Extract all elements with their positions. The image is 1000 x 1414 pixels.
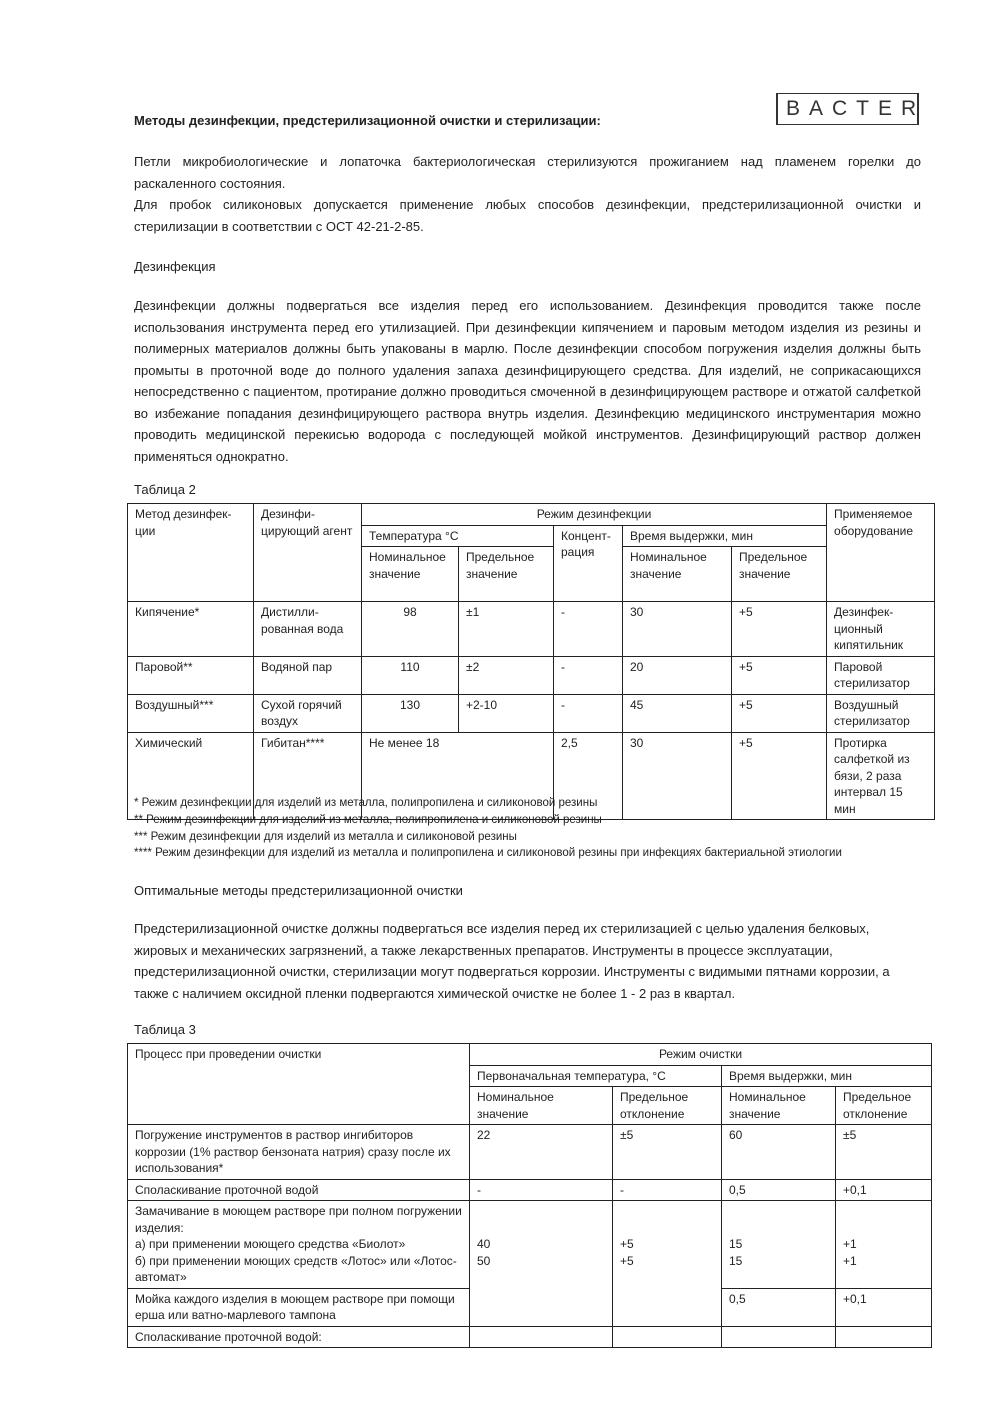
cell: 22 (470, 1125, 613, 1180)
cell: Паровой стерилизатор (827, 656, 935, 694)
cell: Воздушный*** (128, 694, 254, 732)
header-process: Процесс при проведении очистки (128, 1044, 470, 1125)
cell (470, 1201, 613, 1327)
table-row (128, 656, 935, 694)
table-row (128, 602, 935, 657)
table3-caption: Таблица 3 (134, 1022, 196, 1037)
table-row (128, 1125, 932, 1180)
header-method: Метод дезинфек-ции (128, 504, 254, 602)
cell: ±5 (613, 1125, 722, 1180)
table-2 (127, 503, 935, 820)
intro-paragraph-1: Петли микробиологические и лопаточка бактериологическая стерилизуются прожиганием над пламенем горелки до раскаленного состояния. (134, 154, 921, 191)
footnote: *** Режим дезинфекции для изделий из металла и силиконовой резины (134, 830, 517, 843)
cell (836, 1201, 932, 1289)
footnote: * Режим дезинфекции для изделий из металла, полипропилена и силиконовой резины (134, 797, 598, 809)
header-equipment: Применяемое оборудование (827, 504, 935, 602)
header-deviation: Предельное отклонение (836, 1087, 932, 1125)
cell (470, 1326, 613, 1348)
header-temp: Первоначальная температура, °С (470, 1065, 722, 1087)
header-limit: Предельное значение (732, 547, 827, 602)
bacter-logo: BACTER (776, 93, 919, 125)
header-nominal: Номинальное значение (362, 547, 459, 602)
table2-caption: Таблица 2 (134, 482, 196, 497)
footnotes (134, 795, 842, 862)
header-time: Время выдержки, мин (623, 525, 827, 547)
cell: Дистилли-рованная вода (254, 602, 362, 657)
footnote: ** Режим дезинфекции для изделий из металла, полипропилена и силиконовой резины (134, 813, 602, 826)
cell: 98 (362, 602, 459, 657)
cell: - (613, 1179, 722, 1201)
cell (836, 1326, 932, 1348)
cell: ±5 (836, 1125, 932, 1180)
cell (613, 1201, 722, 1327)
cell: Кипячение* (128, 602, 254, 657)
value: +1 (843, 1237, 857, 1251)
cell: 60 (722, 1125, 836, 1180)
value: +5 (620, 1237, 634, 1251)
cell: +2-10 (459, 694, 554, 732)
value: 15 (729, 1253, 743, 1268)
footnote: **** Режим дезинфекции для изделий из металла и полипропилена и силиконовой резины при инфекциях бактериальной этиологии (134, 847, 842, 860)
header-nominal: Номинальное значение (623, 547, 732, 602)
disinfection-text: Дезинфекции должны подвергаться все изделия перед его использованием. Дезинфекция проводится также после использования инструмента перед его утилизацией. При дезинфекции кипячением и паровым методом изделия из резины и полимерных материалов должны быть упакованы в марлю. После дезинфекции способом погружения изделия должны быть промыты в проточной воде до полного удаления запаха дезинфицирующего средства. Для изделий, не соприкасающихся непосредственно с пациентом, протирание должно проводиться смоченной в дезинфицирующем растворе и отжатой салфеткой во избежание попадания дезинфицирующего раствора внутрь изделия. Дезинфекцию медицинского инструментария можно проводить медицинской перекисью водорода с последующей мойкой инструментов. Дезинфицирующий раствор должен применяться однократно. (134, 298, 921, 464)
process-text: Замачивание в моющем растворе при полном погружении изделия: (135, 1204, 462, 1235)
value: +1 (843, 1253, 857, 1268)
cell: Воздушный стерилизатор (827, 694, 935, 732)
header-nominal: Номинальное значение (470, 1087, 613, 1125)
cell: 2,5 (554, 732, 623, 820)
cell: +5 (732, 694, 827, 732)
value: 40 (477, 1237, 491, 1251)
cell: - (470, 1179, 613, 1201)
process-text: а) при применении моющего средства «Биолот» (135, 1237, 406, 1251)
header-limit: Предельное значение (459, 547, 554, 602)
value: 15 (729, 1237, 743, 1251)
cell: Химический (128, 732, 254, 820)
cell: - (554, 656, 623, 694)
cell: Паровой** (128, 656, 254, 694)
cell (128, 1201, 470, 1289)
cell: +5 (732, 602, 827, 657)
header-mode: Режим очистки (470, 1044, 932, 1066)
cell: - (554, 694, 623, 732)
cell: Погружение инструментов в раствор ингибиторов коррозии (1% раствор бензоната натрия) сразу после их использования* (128, 1125, 470, 1180)
cell: 130 (362, 694, 459, 732)
cell: ±1 (459, 602, 554, 657)
cell: - (554, 602, 623, 657)
cell: Дезинфек-ционный кипятильник (827, 602, 935, 657)
table-row (128, 1179, 932, 1201)
header-mode: Режим дезинфекции (362, 504, 827, 526)
value: 50 (477, 1253, 491, 1268)
header-deviation: Предельное отклонение (613, 1087, 722, 1125)
cell: +0,1 (836, 1179, 932, 1201)
cell (722, 1201, 836, 1289)
header-conc: Концент-рация (554, 525, 623, 602)
cell: Протирка салфеткой из бязи, 2 раза интервал 15 мин (827, 732, 935, 820)
cell: 110 (362, 656, 459, 694)
table-row (128, 1201, 932, 1289)
cell: 30 (623, 732, 732, 820)
header-agent: Дезинфи-цирующий агент (254, 504, 362, 602)
cell: 0,5 (722, 1288, 836, 1326)
value: +5 (620, 1253, 634, 1268)
cell: Споласкивание проточной водой (128, 1179, 470, 1201)
cell: +0,1 (836, 1288, 932, 1326)
cell: Мойка каждого изделия в моющем растворе при помощи ерша или ватно-марлевого тампона (128, 1288, 470, 1326)
table-row (128, 694, 935, 732)
header-nominal: Номинальное значение (722, 1087, 836, 1125)
cell: Водяной пар (254, 656, 362, 694)
page-title: Методы дезинфекции, предстерилизационной очистки и стерилизации: (134, 113, 601, 128)
header-time: Время выдержки, мин (722, 1065, 932, 1087)
cell: 0,5 (722, 1179, 836, 1201)
cell: 45 (623, 694, 732, 732)
cell: Сухой горячий воздух (254, 694, 362, 732)
cell (722, 1326, 836, 1348)
cell: Споласкивание проточной водой: (128, 1326, 470, 1348)
cell: Не менее 18 (362, 732, 554, 820)
cell: Гибитан**** (254, 732, 362, 820)
cell: +5 (732, 732, 827, 820)
disinfection-heading: Дезинфекция (134, 259, 216, 274)
process-text: б) при применении моющих средств «Лотос» или «Лотос-автомат» (135, 1253, 457, 1284)
cell (613, 1326, 722, 1348)
cell: 30 (623, 602, 732, 657)
header-temp: Температура °С (362, 525, 554, 547)
cleaning-heading: Оптимальные методы предстерилизационной очистки (134, 883, 463, 898)
cell: 20 (623, 656, 732, 694)
intro-paragraph-2: Для пробок силиконовых допускается применение любых способов дезинфекции, предстерилизационной очистки и стерилизации в соответствии с ОСТ 42-21-2-85. (134, 197, 921, 234)
table-3 (127, 1043, 932, 1348)
cleaning-text: Предстерилизационной очистке должны подвергаться все изделия перед их стерилизацией с целью удаления белковых, жировых и механических загрязнений, а также лекарственных препаратов. Инструменты в процессе эксплуатации, предстерилизационной очистки, стерилизации могут подвергаться коррозии. Инструменты с видимыми пятнами коррозии, а также с наличием оксидной пленки подвергаются химической очистке не более 1 - 2 раз в квартал. (134, 921, 890, 1001)
cell: +5 (732, 656, 827, 694)
table-row (128, 1326, 932, 1348)
cell: ±2 (459, 656, 554, 694)
